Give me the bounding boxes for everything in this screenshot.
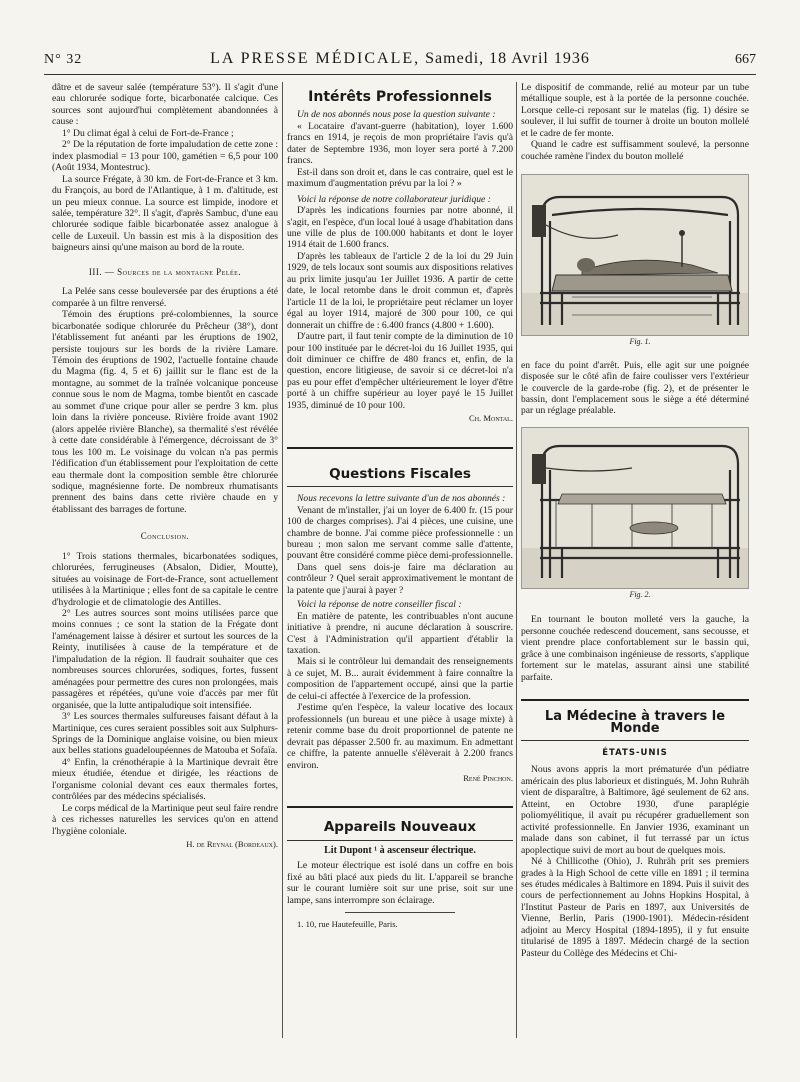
paragraph: Le moteur électrique est isolé dans un coffre en bois fixé au bâti placé aux pieds du lit. L'appareil se branche sur le courant lumière soit sur une prise, soit sur une lampe, sans interrompre son éclairage. bbox=[287, 860, 513, 906]
paragraph: 1° Du climat égal à celui de Fort-de-France ; bbox=[62, 127, 234, 139]
footnote-rule bbox=[345, 912, 455, 913]
section-title-fiscales: Questions Fiscales bbox=[329, 465, 471, 482]
subsection-heading: III. — Sources de la montagne Pelée. bbox=[88, 266, 242, 277]
answer-paragraph: En matière de patente, les contribuables n'ont aucune initiative à prendre, ni aucune déclaration à souscrire. C'est à l'Administration qu'il appartient d'établir la taxation. bbox=[287, 610, 513, 657]
conclusion-heading: Conclusion. bbox=[140, 531, 190, 542]
reply-intro: Voici la réponse de notre collaborateur juridique : bbox=[297, 193, 491, 205]
section-title-medecine-monde: La Médecine à travers le Monde bbox=[544, 709, 726, 736]
journal-title-line bbox=[44, 50, 756, 68]
paragraph: en face du point d'arrêt. Puis, elle agit sur une poignée disposée sur le côté afin de faire coulisser vers l'extérieur le couvercle de la garde-robe (fig. 2), et de présenter le bassin, dont l'emplacement sous le siège a été déterminé par un réglage préalable. bbox=[521, 359, 749, 417]
issue-date: Samedi, 18 Avril 1936 bbox=[425, 50, 590, 67]
author-signature: Ch. Montal. bbox=[468, 413, 513, 424]
header-rule bbox=[44, 74, 756, 75]
paragraph: En tournant le bouton molleté vers la gauche, la personne couchée redescend doucement, sans secousse, et vient prendre place confortablement sur le bassin qui, grâce à une combinaison ingénieuse de ressorts, s'applique fortement sur le matelas, assurant ainsi une stabilité parfaite. bbox=[521, 614, 749, 683]
paragraph: Témoin des éruptions pré-colombiennes, la source bicarbonatée sodique chlorurée du Prêcheur (38°), dont l'établissement fut anéanti par les éruptions de 1902, persiste toujours sur les bords de la rivière Lamare. Témoin des éruptions de 1902, l'actuelle fontaine chaude du Magma (fig. 4, 5 et 6) jaillit sur le flanc est de la montagne, au sommet de la traînée volcanique ponceuse connue sous le nom de Magma, tombe bientôt en cascade au sommet d'une crique pour aller se perdre 3 km. plus loin dans la rivière ponceuse. Rivière froide avant 1902 (alors appelée rivière Blanche), sa thermalité s'est révélée à cette date considérable à l'émergence, décroissant de 3° tous les 100 m. Le voisinage du volcan n'a pas permis l'édification d'un établissement pour l'exploitation de cette eau thermale dont la composition semble être chlorurée sodique, magnésienne forte. De nombreux rhumatisants prennent des bains dans cette rivière chaude en y établissant des barrages de fortune. bbox=[52, 309, 278, 515]
paragraph: 2° Les autres sources sont moins utilisées parce que moins connues ; ce sont la station de la Frégate dont l'aménagement laisse à désirer et surtout les sources de la Reinty, inutilisées à cause de la température et de l'impaludation de la région. Il faudrait souhaiter que ces nombreuses sources chlorurées, sodiques, fortes, fussent aménagées pour permettre des cures non prolongées, mais passagères et répétées, qu'une voie d'accès par mer fût organisée, que la lutte antipaludique soit intensifiée. bbox=[52, 608, 278, 711]
figure-caption: Fig. 2. bbox=[629, 589, 651, 599]
section-title-appareils: Appareils Nouveaux bbox=[323, 819, 477, 836]
paragraph: 1° Trois stations thermales, bicarbonatées sodiques, chlorurées, ferrugineuses (Absalon, Didier, Moutte), situées au voisinage de Fort-de-France, sont actuellement utilisées à la Martinique ; elles font de sa capitale le centre d'hydrologie et de climatologie des Antilles. bbox=[52, 550, 278, 608]
bed-illustration bbox=[522, 175, 749, 335]
section-rule bbox=[287, 840, 513, 841]
answer-paragraph: D'autre part, il faut tenir compte de la diminution de 10 pour 100 instituée par le décret-loi du 16 Juillet 1935, qui doit diminuer ce chiffre de 480 francs et, enfin, de la question, encore litigieuse, de savoir si ce décret-loi n'a pas eu pour effet d'empêcher ultérieurement le loyer d'être porté à un chiffre supérieur au loyer payé le 15 Juillet 1935, diminué de 10 pour 100. bbox=[287, 331, 513, 411]
section-rule bbox=[521, 740, 749, 741]
bed-illustration bbox=[522, 428, 749, 588]
paragraph: Né à Chillicothe (Ohio), J. Ruhräh prit ses premiers grades à la High School de cette ville en 1891 ; il termina ses études médicales à Baltimore en 1894. Puis il suivit des cours de perfectionnement au Johns Hopkins Hospital, à l'Institut Pasteur de Paris en 1897, aux Universités de Vienne, Berlin, Paris (1900-1901). Médecin-résident adjoint au Mercy Hospital (1894-1895), il y fut ensuite titularisé de 1895 à 1897. Médecin chargé de la section Pasteur du Collège des Médecins et Chi- bbox=[521, 856, 749, 959]
paragraph: Quand le cadre est suffisamment soulevé, la personne couchée ramène l'index du bouton mollelé bbox=[521, 139, 749, 162]
figure-1-bed-lowered bbox=[521, 174, 749, 336]
paragraph: Le corps médical de la Martinique peut seul faire rendre à ces richesses naturelles les services qu'on en attend l'hygiène coloniale. bbox=[52, 802, 278, 837]
quote-paragraph: « Locataire d'avant-guerre (habitation), loyer 1.600 francs en 1914, je reçois de mon propriétaire l'avis qu'à dater de Septembre 1936, mon loyer sera porté à 7.200 francs. bbox=[287, 120, 513, 167]
column-1 bbox=[52, 82, 278, 851]
paragraph: La Pelée sans cesse bouleversée par des éruptions a été comparée à un filtre renversé. bbox=[52, 286, 278, 309]
paragraph: Le dispositif de commande, relié au moteur par un tube métallique souple, est à la portée de la personne couchée. Lorsque celle-ci reposant sur le matelas (fig. 1) désire se soulever, il lui suffit de tourner à droite un bouton mollelé et le cadre de fer monte. bbox=[521, 82, 749, 139]
journal-name: LA PRESSE MÉDICALE, bbox=[210, 50, 421, 67]
answer-paragraph: Mais si le contrôleur lui demandait des renseignements à ce sujet, M. B... aurait évidemment à faire connaître la composition de l'appartement occupé, ainsi que la partie de celui-ci affectée à l'exercice de la profession. bbox=[287, 656, 513, 702]
answer-paragraph: J'estime qu'en l'espèce, la valeur locative des locaux professionnels (un bureau et une pièce à usage mixte) à retenir comme base du droit proportionnel de patente ne devrait pas dépasser 2.500 fr. au maximum. En admettant ce chiffre, la patente annuelle s'élèverait à 2.200 francs environ. bbox=[287, 702, 513, 771]
section-rule bbox=[287, 486, 513, 487]
reply-intro: Voici la réponse de notre conseiller fiscal : bbox=[297, 599, 462, 611]
figure-2-bed-raised bbox=[521, 427, 749, 589]
intro-text: Un de nos abonnés nous pose la question suivante : bbox=[297, 109, 496, 121]
paragraph: dâtre et de saveur salée (température 53°). Il s'agit d'une eau chlorurée sodique forte, bicarbonatée calcique. Ces sources sont aujourd'hui complètement abandonnées à cause : bbox=[52, 82, 278, 128]
answer-paragraph: D'après les indications fournies par notre abonné, il s'agit, en l'espèce, d'un local loué à usage d'habitation dans une ville de plus de 100.000 habitants et dont le loyer 1914 était de 1.600 francs. bbox=[287, 205, 513, 251]
intro-text: Nous recevons la lettre suivante d'un de nos abonnés : bbox=[297, 493, 506, 505]
column-divider bbox=[516, 82, 517, 1038]
column-2 bbox=[287, 82, 513, 931]
paragraph: 3° Les sources thermales sulfureuses faisant défaut à la Martinique, ces cures seraient possibles soit aux Sulphurs-Springs de la Dominique anglaise voisine, ou bien mieux aux belles stations guadeloupéennes de Matouba et Sofaïa. bbox=[52, 711, 278, 757]
answer-paragraph: D'après les tableaux de l'article 2 de la loi du 29 Juin 1929, de tels locaux sont soumis aux dispositions relatives au prix limite jusqu'au 1er Juillet 1936. A partir de cette date, le local retombe dans le droit commun et, d'après l'article 11 de la loi, le propriétaire peut réclamer un loyer égal au loyer 1914, majoré de 300 pour 100, ce qui donnerait un chiffre de : 6.400 francs (4.800 + 1.600). bbox=[287, 250, 513, 331]
quote-paragraph: Est-il dans son droit et, dans le cas contraire, quel est le maximum d'augmentation prévu par la loi ? » bbox=[287, 166, 513, 190]
page-number: 667 bbox=[735, 52, 756, 67]
issue-number: N° 32 bbox=[44, 52, 83, 67]
product-title: Lit Dupont ¹ à ascenseur électrique. bbox=[324, 844, 476, 856]
column-divider bbox=[282, 82, 283, 1038]
paragraph: Nous avons appris la mort prématurée d'un pédiatre américain des plus laborieux et distingués, M. John Ruhräh vient de disparaître, à Baltimore, âgé seulement de 62 ans. Atteint, en Octobre 1930, d'une paraplégie poliomyélitique, il avait pu récupérer graduellement son activité professionnelle. En Janvier 1936, examinant un malade dans son cabinet, il fut terrassé par un ictus apoplectique suivi de mort au bout de quelques mois. bbox=[521, 764, 749, 856]
section-title-interets: Intérêts Professionnels bbox=[308, 89, 492, 105]
paragraph: La source Frégate, à 30 km. de Fort-de-France et 3 km. du François, au bord de l'Atlantique, à 1 m. d'altitude, est un peu mieux connue. La source est limpide, inodore et salée, température 32°. Il s'agit, d'après Sambuc, d'une eau chlorurée sodique faible bicarbonatée assez analogue à celle de Luxeuil. Un bassin est mis à la disposition des baigneurs ainsi qu'une maison au bord de la route. bbox=[52, 173, 278, 254]
running-header bbox=[44, 48, 756, 72]
quote-paragraph: Venant de m'installer, j'ai un loyer de 6.400 fr. (15 pour 100 de charges comprises). J'ai 4 pièces, une cuisine, une chambre de bonne. J'ai comme pièce professionnelle : un bureau ; mon salon me servant comme salle d'attente, pouvant être considéré comme pièce demi-professionnelle. bbox=[287, 504, 513, 562]
paragraph: 4° Enfin, la crénothérapie à la Martinique devrait être mieux étudiée, étendue et dirigée, les réactions de l'organisme colonial devant ces eaux thermales fortes, contrôlées par des médecins spécialisés. bbox=[52, 756, 278, 803]
footnote: 1. 10, rue Hautefeuille, Paris. bbox=[297, 919, 398, 930]
figure-caption: Fig. 1. bbox=[629, 337, 651, 347]
author-signature: René Pinchon. bbox=[463, 773, 513, 784]
country-heading: ÉTATS-UNIS bbox=[602, 747, 668, 758]
quote-paragraph: Dans quel sens dois-je faire ma déclaration au contrôleur ? Quel serait approximativement le montant de la patente que j'aurai à payer ? bbox=[287, 561, 513, 596]
paragraph: 2° De la réputation de forte impaludation de cette zone : index plasmodial = 13 pour 100, gamétien = 6,5 pour 100 (Août 1934, Montestruc). bbox=[52, 139, 278, 174]
column-3 bbox=[521, 82, 749, 959]
author-signature: H. de Reynal (Bordeaux). bbox=[186, 839, 278, 850]
